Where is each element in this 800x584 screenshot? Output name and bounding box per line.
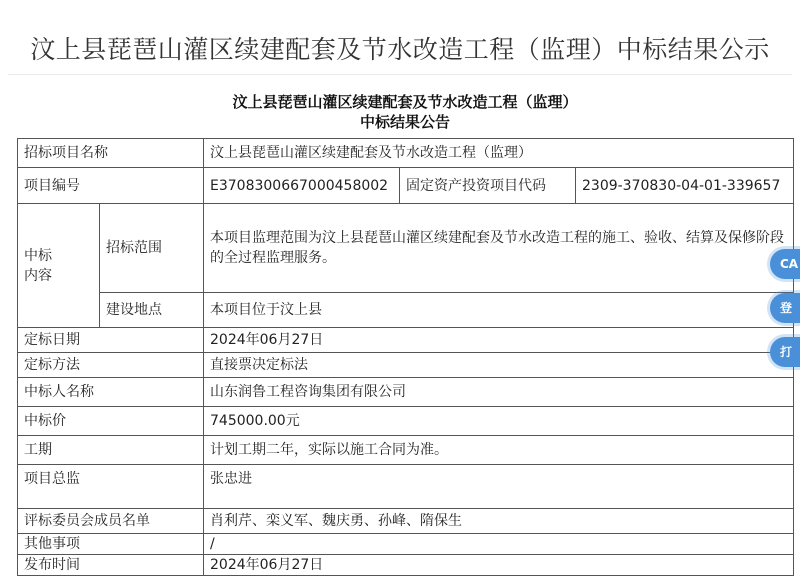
scope-label: 招标范围 bbox=[100, 204, 204, 293]
committee-label: 评标委员会成员名单 bbox=[18, 509, 204, 534]
price-label: 中标价 bbox=[18, 407, 204, 436]
publish-time-label: 发布时间 bbox=[18, 555, 204, 576]
award-date-value: 2024年06月27日 bbox=[204, 328, 794, 353]
project-no-value: E3708300667000458002 bbox=[204, 168, 400, 204]
floating-side-buttons bbox=[770, 249, 800, 381]
print-button[interactable]: 打 bbox=[770, 337, 800, 367]
chief-label: 项目总监 bbox=[18, 465, 204, 509]
table-row bbox=[18, 293, 794, 328]
result-table bbox=[17, 138, 794, 576]
table-row bbox=[18, 378, 794, 407]
table-row bbox=[18, 139, 794, 168]
table-row bbox=[18, 509, 794, 534]
other-value: / bbox=[204, 534, 794, 555]
login-button[interactable]: 登 bbox=[770, 293, 800, 323]
project-no-label: 项目编号 bbox=[18, 168, 204, 204]
title-divider bbox=[8, 74, 792, 75]
table-row bbox=[18, 328, 794, 353]
project-name-value: 汶上县琵琶山灌区续建配套及节水改造工程（监理） bbox=[204, 139, 794, 168]
page-title: 汶上县琵琶山灌区续建配套及节水改造工程（监理）中标结果公示 bbox=[30, 35, 770, 64]
notice-title-line1: 汶上县琵琶山灌区续建配套及节水改造工程（监理） bbox=[232, 93, 578, 111]
notice-title bbox=[0, 92, 800, 132]
award-date-label: 定标日期 bbox=[18, 328, 204, 353]
scope-value: 本项目监理范围为汶上县琵琶山灌区续建配套及节水改造工程的施工、验收、结算及保修阶段的全过程监理服务。 bbox=[204, 204, 794, 293]
notice-title-line2: 中标结果公告 bbox=[359, 113, 450, 131]
committee-value: 肖利芹、栾义军、魏庆勇、孙峰、隋保生 bbox=[204, 509, 794, 534]
award-method-value: 直接票决定标法 bbox=[204, 353, 794, 378]
table-row bbox=[18, 204, 794, 293]
fixed-asset-code-label: 固定资产投资项目代码 bbox=[400, 168, 576, 204]
table-row bbox=[18, 534, 794, 555]
table-row bbox=[18, 555, 794, 576]
table-row bbox=[18, 465, 794, 509]
winner-value: 山东润鲁工程咨询集团有限公司 bbox=[204, 378, 794, 407]
price-value: 745000.00元 bbox=[204, 407, 794, 436]
winner-label: 中标人名称 bbox=[18, 378, 204, 407]
table-row bbox=[18, 168, 794, 204]
duration-value: 计划工期二年，实际以施工合同为准。 bbox=[204, 436, 794, 465]
bid-content-label: 中标 内容 bbox=[18, 204, 100, 328]
award-method-label: 定标方法 bbox=[18, 353, 204, 378]
other-label: 其他事项 bbox=[18, 534, 204, 555]
publish-time-value: 2024年06月27日 bbox=[204, 555, 794, 576]
ca-button[interactable]: CA bbox=[770, 249, 800, 279]
location-value: 本项目位于汶上县 bbox=[204, 293, 794, 328]
table-row bbox=[18, 353, 794, 378]
project-name-label: 招标项目名称 bbox=[18, 139, 204, 168]
duration-label: 工期 bbox=[18, 436, 204, 465]
location-label: 建设地点 bbox=[100, 293, 204, 328]
chief-value: 张忠进 bbox=[204, 465, 794, 509]
table-row bbox=[18, 407, 794, 436]
fixed-asset-code-value: 2309-370830-04-01-339657 bbox=[576, 168, 794, 204]
table-row bbox=[18, 436, 794, 465]
